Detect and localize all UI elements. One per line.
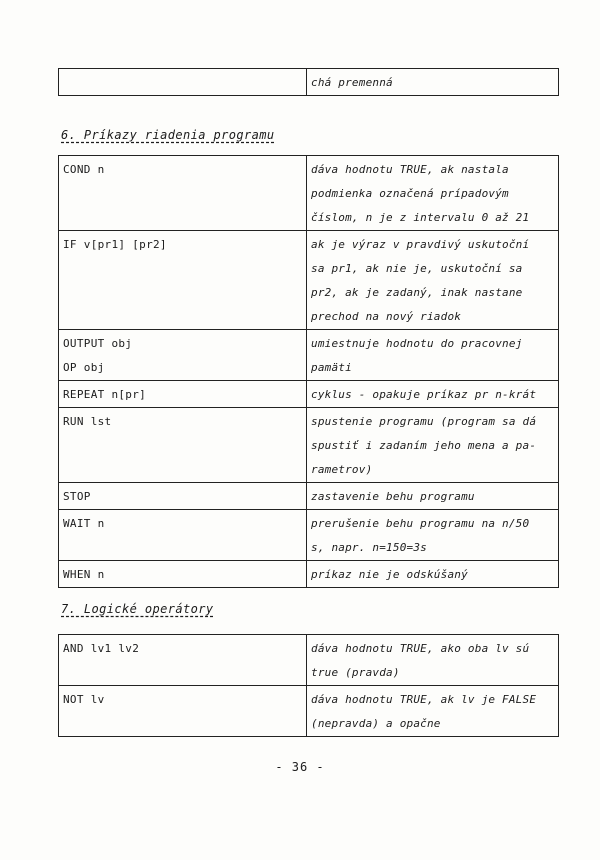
command-text: AND lv1 lv2 xyxy=(63,642,140,655)
description-text: pamäti xyxy=(311,361,352,374)
command-cell xyxy=(59,635,307,686)
description-text: zastavenie behu programu xyxy=(311,490,475,503)
command-text: COND n xyxy=(63,163,105,176)
description-cell xyxy=(307,635,559,686)
description-text: umiestnuje hodnotu do pracovnej xyxy=(311,337,523,350)
command-text: RUN lst xyxy=(63,415,112,428)
continuation-table xyxy=(58,68,559,96)
table-row xyxy=(59,561,559,588)
description-text: dáva hodnotu TRUE, ak lv je FALSE xyxy=(311,693,537,706)
table-row xyxy=(59,510,559,561)
description-cell xyxy=(307,381,559,408)
command-text: STOP xyxy=(63,490,91,503)
description-cell xyxy=(307,483,559,510)
command-cell xyxy=(59,69,307,96)
command-cell xyxy=(59,381,307,408)
description-text: číslom, n je z intervalu 0 až 21 xyxy=(311,211,530,224)
page-number: - 36 - xyxy=(275,760,325,774)
description-cell xyxy=(307,561,559,588)
description-text: príkaz nie je odskúšaný xyxy=(311,568,468,581)
description-text: podmienka označená prípadovým xyxy=(311,187,509,200)
table-row xyxy=(59,156,559,231)
command-cell xyxy=(59,408,307,483)
command-text: WAIT n xyxy=(63,517,105,530)
description-cell xyxy=(307,510,559,561)
description-text: rametrov) xyxy=(311,463,373,476)
command-cell xyxy=(59,156,307,231)
description-cell xyxy=(307,156,559,231)
description-text: prerušenie behu programu na n/50 xyxy=(311,517,530,530)
table-row xyxy=(59,231,559,330)
command-text: OP obj xyxy=(63,361,105,374)
command-text: WHEN n xyxy=(63,568,105,581)
description-cell xyxy=(307,686,559,737)
command-text: IF v[pr1] [pr2] xyxy=(63,238,167,251)
table-row xyxy=(59,483,559,510)
table-row xyxy=(59,381,559,408)
command-text: OUTPUT obj xyxy=(63,337,133,350)
description-cell xyxy=(307,69,559,96)
description-text: ak je výraz v pravdivý uskutoční xyxy=(311,238,530,251)
table-row xyxy=(59,635,559,686)
description-text: s, napr. n=150=3s xyxy=(311,541,427,554)
description-text: dáva hodnotu TRUE, ak nastala xyxy=(311,163,509,176)
section-6-heading: 6. Príkazy riadenia programu xyxy=(61,128,275,142)
description-text: chá premenná xyxy=(311,76,393,89)
command-text: REPEAT n[pr] xyxy=(63,388,147,401)
command-cell xyxy=(59,231,307,330)
description-text: spustiť i zadaním jeho mena a pa- xyxy=(311,439,537,452)
description-text: true (pravda) xyxy=(311,666,400,679)
table-row xyxy=(59,686,559,737)
command-cell xyxy=(59,686,307,737)
command-cell xyxy=(59,330,307,381)
table-row xyxy=(59,69,559,96)
description-text: sa pr1, ak nie je, uskutoční sa xyxy=(311,262,523,275)
logical-operators-table xyxy=(58,634,559,737)
command-cell xyxy=(59,510,307,561)
description-text: prechod na nový riadok xyxy=(311,310,462,323)
command-text: NOT lv xyxy=(63,693,105,706)
table-row xyxy=(59,330,559,381)
description-text: pr2, ak je zadaný, inak nastane xyxy=(311,286,523,299)
description-cell xyxy=(307,231,559,330)
command-cell xyxy=(59,483,307,510)
table-row xyxy=(59,408,559,483)
program-control-commands-table xyxy=(58,155,559,588)
description-cell xyxy=(307,330,559,381)
description-text: (nepravda) a opačne xyxy=(311,717,441,730)
description-cell xyxy=(307,408,559,483)
section-7-heading: 7. Logické operátory xyxy=(61,602,214,616)
command-cell xyxy=(59,561,307,588)
description-text: dáva hodnotu TRUE, ako oba lv sú xyxy=(311,642,530,655)
description-text: cyklus - opakuje príkaz pr n-krát xyxy=(311,388,537,401)
description-text: spustenie programu (program sa dá xyxy=(311,415,537,428)
